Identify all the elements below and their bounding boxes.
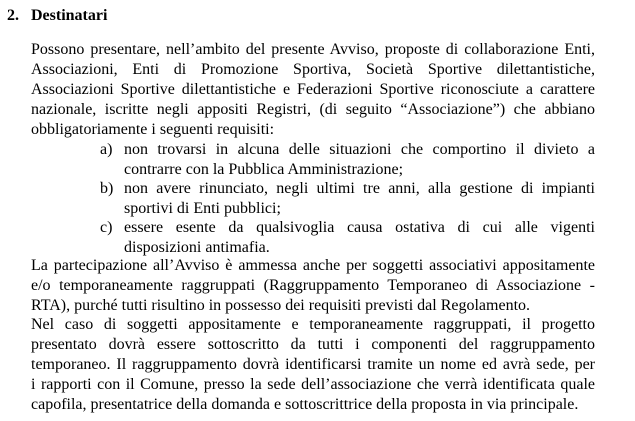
- list-item-text: non trovarsi in alcuna delle situazioni che comportino il divieto a: [124, 141, 595, 158]
- list-item-text: sportivi di Enti pubblici;: [124, 200, 281, 217]
- list-marker: b): [100, 180, 114, 197]
- list-marker: c): [100, 219, 113, 236]
- text-line: Nel caso di soggetti appositamente e temporaneamente raggruppati, il progetto: [31, 316, 595, 333]
- text-line: e/o temporaneamente raggruppati (Raggruppamento Temporaneo di Associazione -: [31, 277, 595, 294]
- list-item-text: contrarre con la Pubblica Amministrazione;: [124, 161, 404, 178]
- text-line: presentato dovrà essere sottoscritto da tutti i componenti del raggruppamento: [31, 336, 595, 353]
- section-heading: [7, 6, 107, 26]
- list-item-text: non avere rinunciato, negli ultimi tre anni, alla gestione di impianti: [124, 180, 595, 197]
- text-line: Associazioni Sportive dilettantistiche e Federazioni Sportive riconosciute a carattere: [31, 81, 595, 98]
- text-line: obbligatoriamente i seguenti requisiti:: [31, 121, 275, 138]
- list-item-text: essere esente da qualsivoglia causa ostativa di cui alle vigenti: [124, 219, 595, 236]
- text-line: i rapporti con il Comune, presso la sede dell’associazione che verrà identificata quale: [31, 376, 595, 393]
- section-number: 2.: [7, 7, 19, 24]
- text-line: RTA), purché tutti risultino in possesso dei requisiti previsti dal Regolamento.: [31, 297, 531, 314]
- text-line: Possono presentare, nell’ambito del presente Avviso, proposte di collaborazione Enti,: [31, 41, 595, 58]
- text-line: capofila, presentatrice della domanda e sottoscrittrice della proposta in via principale.: [31, 396, 579, 413]
- text-line: Associazioni, Enti di Promozione Sportiva, Società Sportive dilettantistiche,: [31, 61, 595, 78]
- section-title: Destinatari: [31, 7, 108, 24]
- list-marker: a): [100, 141, 113, 158]
- text-line: La partecipazione all’Avviso è ammessa anche per soggetti associativi appositamente: [31, 257, 595, 274]
- text-line: temporaneo. Il raggruppamento dovrà identificarsi tramite un nome ed avrà sede, per: [31, 356, 595, 373]
- text-line: nazionale, iscritte negli appositi Registri, (di seguito “Associazione”) che abbiano: [31, 101, 595, 118]
- list-item-text: disposizioni antimafia.: [124, 239, 270, 256]
